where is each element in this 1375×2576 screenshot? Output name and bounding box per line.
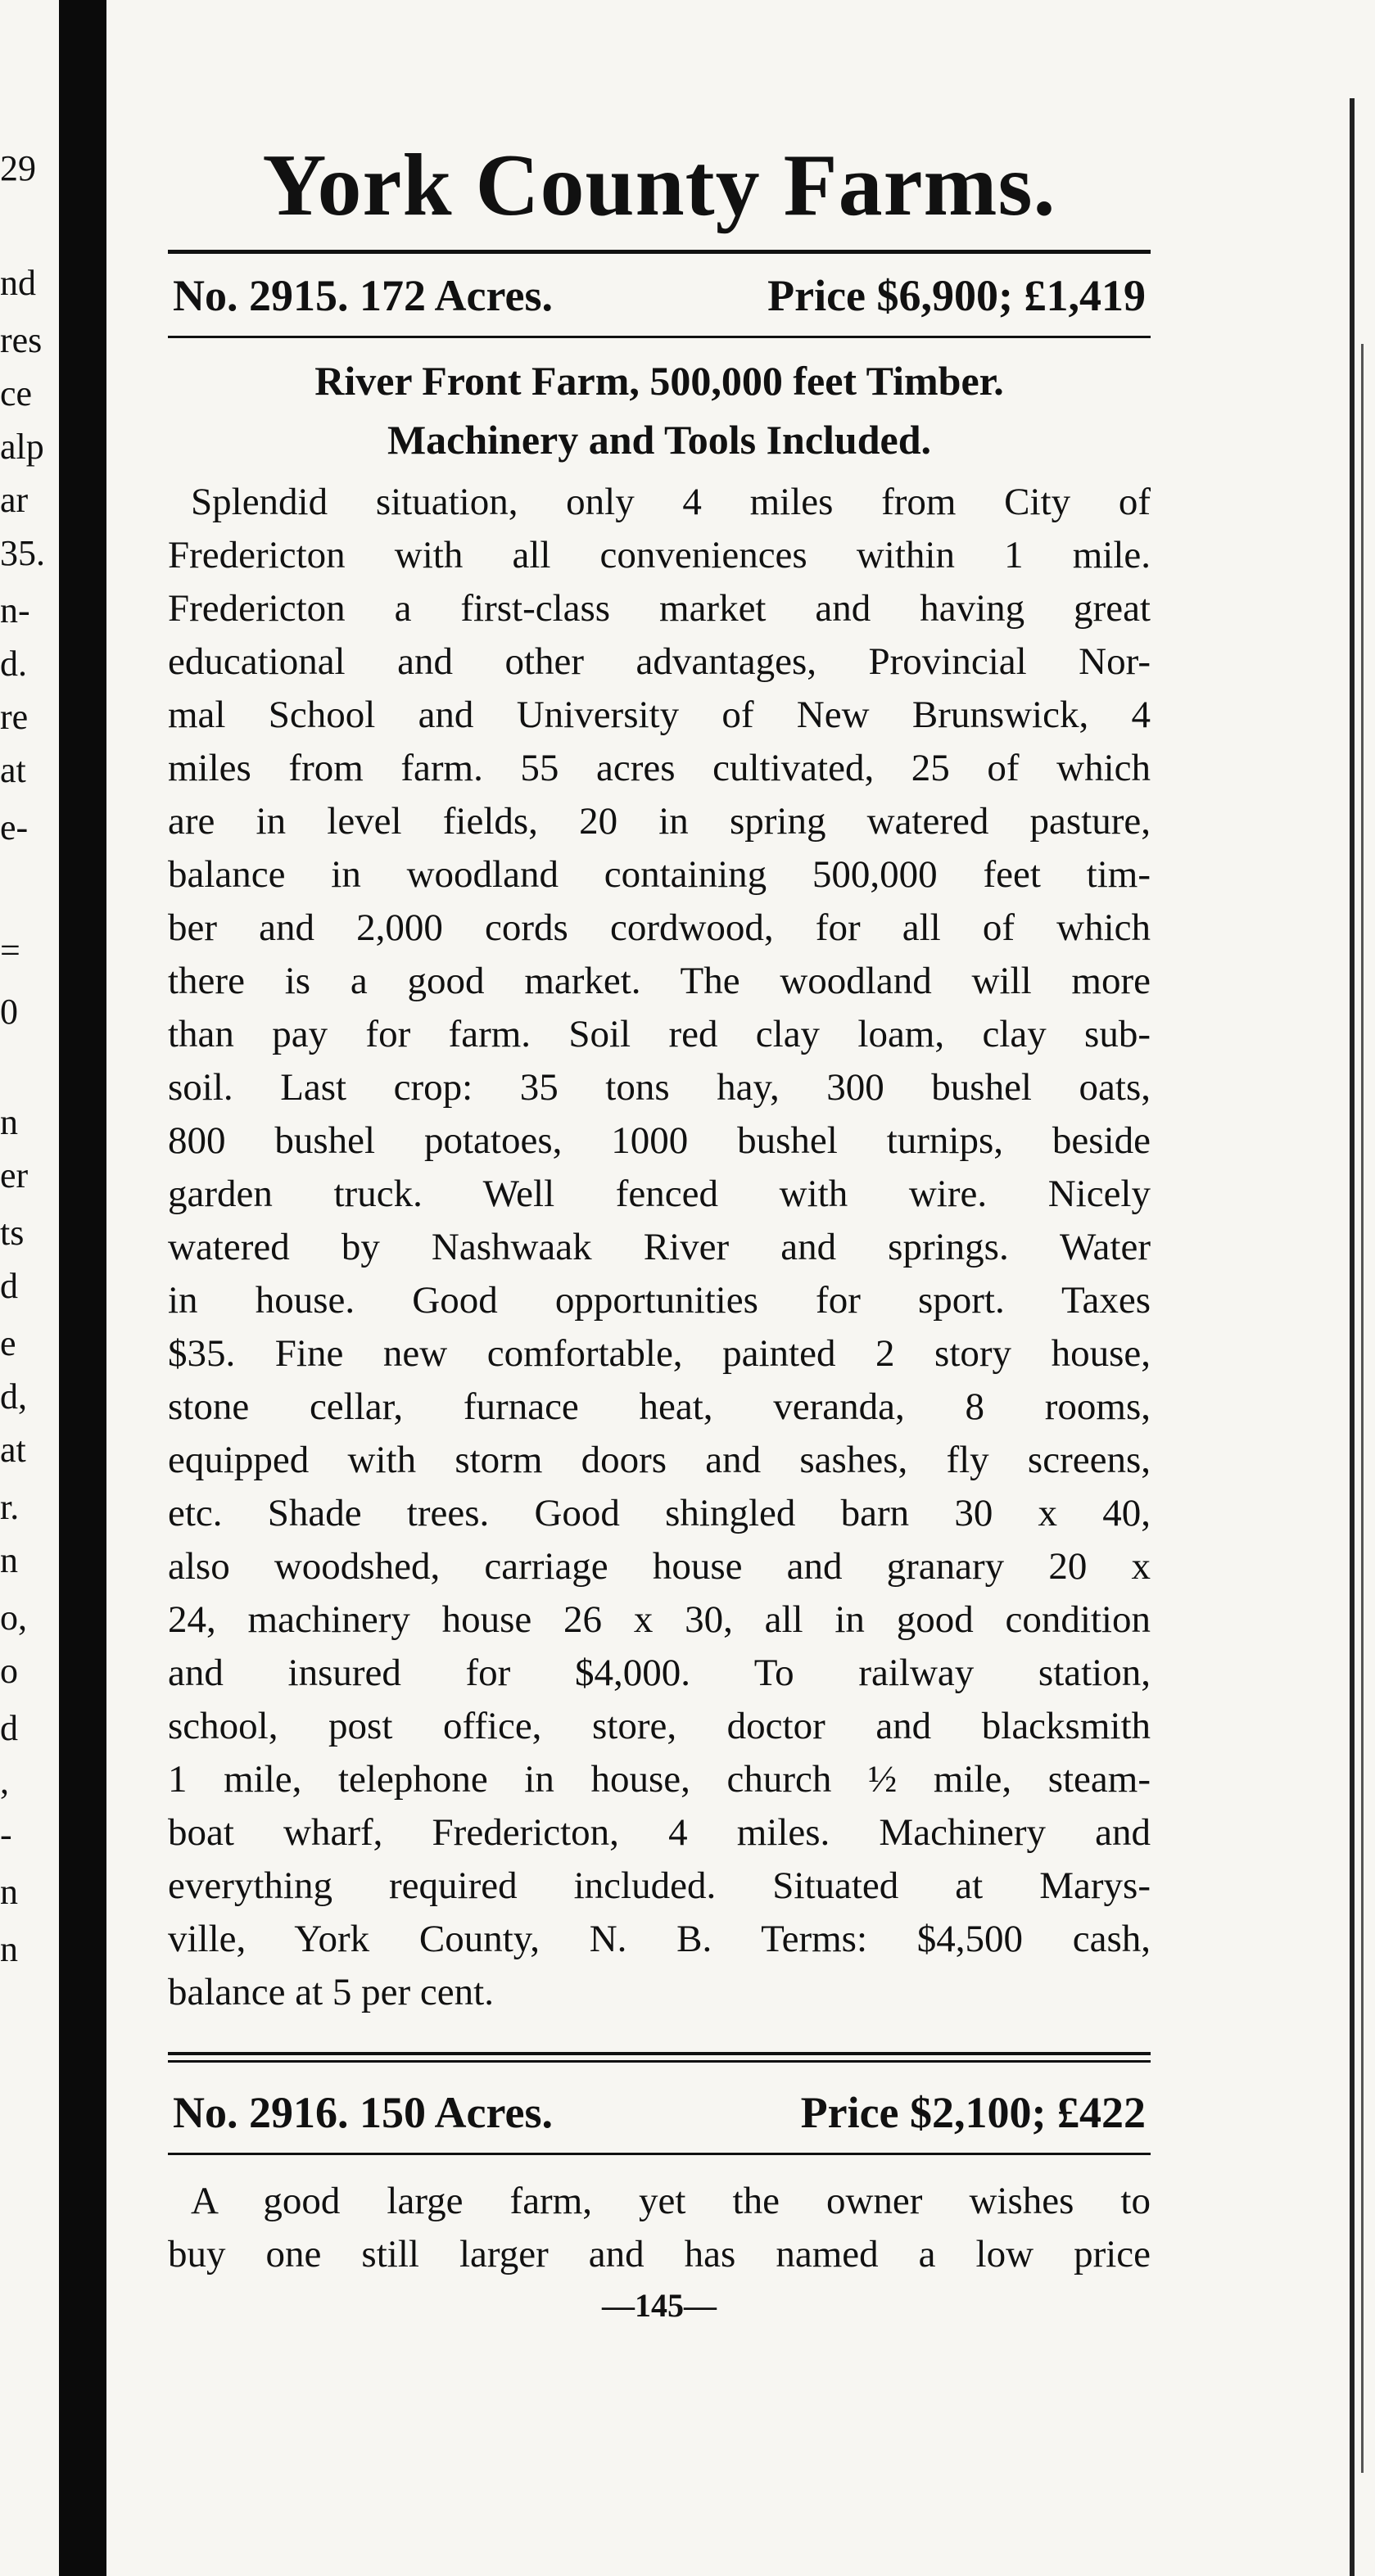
text-line: soil. Last crop: 35 tons hay, 300 bushel oats,: [168, 1066, 1151, 1109]
adjacent-column-fragment: o: [0, 1651, 18, 1691]
text-line: A good large farm, yet the owner wishes to: [191, 2180, 1151, 2223]
adjacent-column-fragment: 29: [0, 148, 36, 188]
adjacent-column-fragment: n: [0, 1540, 18, 1580]
edge-rule: [1350, 98, 1355, 2576]
text-line: mal School and University of New Brunswick, 4: [168, 694, 1151, 737]
main-column: [168, 123, 1151, 2325]
adjacent-column-fragment: ar: [0, 480, 29, 520]
text-line: boat wharf, Fredericton, 4 miles. Machinery and: [168, 1811, 1151, 1855]
binding-gutter: [59, 0, 106, 2576]
page-number: —145—: [602, 2287, 717, 2325]
text-line: balance at 5 per cent.: [168, 1971, 494, 2014]
text-line: Fredericton with all conveniences within 1 mile.: [168, 534, 1151, 577]
listing-price: Price $6,900; £1,419: [767, 271, 1146, 321]
adjacent-column-fragment: at: [0, 1430, 26, 1470]
listing-number-acres: No. 2916. 150 Acres.: [173, 2088, 553, 2138]
text-line: 1 mile, telephone in house, church ½ mile, steam-: [168, 1758, 1151, 1801]
adjacent-column-fragment: ts: [0, 1213, 25, 1253]
adjacent-column-fragment: r.: [0, 1487, 20, 1527]
section-double-rule: [168, 2052, 1151, 2055]
text-line: school, post office, store, doctor and blacksmith: [168, 1705, 1151, 1748]
adjacent-column-fragment: d: [0, 1708, 18, 1748]
text-line: stone cellar, furnace heat, veranda, 8 rooms,: [168, 1385, 1151, 1429]
adjacent-column-fragment: ,: [0, 1761, 9, 1801]
right-page-edge: [1310, 98, 1375, 2576]
adjacent-column-fragment: d,: [0, 1376, 27, 1417]
text-line: 24, machinery house 26 x 30, all in good condition: [168, 1598, 1151, 1642]
adjacent-column-fragment: n: [0, 1872, 18, 1912]
adjacent-column-fragment: =: [0, 930, 20, 970]
listing-rule: [168, 336, 1151, 338]
text-line: Fredericton a first-class market and having great: [168, 587, 1151, 630]
text-line: equipped with storm doors and sashes, fly screens,: [168, 1439, 1151, 1482]
listing-number-acres: No. 2915. 172 Acres.: [173, 271, 553, 321]
text-line: balance in woodland containing 500,000 feet tim-: [168, 853, 1151, 897]
text-line: ber and 2,000 cords cordwood, for all of which: [168, 906, 1151, 950]
adjacent-column-fragment: e-: [0, 807, 29, 847]
adjacent-column-fragment: d: [0, 1266, 18, 1306]
text-line: ville, York County, N. B. Terms: $4,500 cash,: [168, 1918, 1151, 1961]
listing-body: [168, 476, 1151, 2019]
edge-rule-secondary: [1361, 344, 1364, 2473]
text-line: etc. Shade trees. Good shingled barn 30 x 40,: [168, 1492, 1151, 1535]
subhead-line: River Front Farm, 500,000 feet Timber.: [314, 358, 1004, 404]
text-line: also woodshed, carriage house and granary 20 x: [168, 1545, 1151, 1589]
adjacent-column-fragment: n: [0, 1102, 18, 1142]
adjacent-column-fragment: d.: [0, 644, 27, 684]
text-line: there is a good market. The woodland will more: [168, 960, 1151, 1003]
listing-price: Price $2,100; £422: [800, 2088, 1146, 2138]
text-line: are in level fields, 20 in spring watered pasture,: [168, 800, 1151, 843]
listing-rule: [168, 2153, 1151, 2155]
text-line: educational and other advantages, Provincial Nor-: [168, 640, 1151, 684]
adjacent-column-fragments: [0, 0, 57, 2576]
listing-subheads: [168, 351, 1151, 469]
listing-body-2916: [168, 2175, 1151, 2281]
adjacent-column-fragment: er: [0, 1155, 29, 1195]
text-line: 800 bushel potatoes, 1000 bushel turnips, beside: [168, 1119, 1151, 1163]
text-line: garden truck. Well fenced with wire. Nicely: [168, 1173, 1151, 1216]
listing-header-2916: [168, 2063, 1151, 2153]
adjacent-column-fragment: 0: [0, 992, 18, 1032]
adjacent-column-fragment: res: [0, 320, 43, 360]
text-line: Splendid situation, only 4 miles from City of: [191, 481, 1151, 524]
adjacent-column-fragment: 35.: [0, 533, 45, 573]
adjacent-column-fragment: nd: [0, 263, 36, 303]
text-line: miles from farm. 55 acres cultivated, 25 of which: [168, 747, 1151, 790]
adjacent-column-fragment: o,: [0, 1598, 27, 1638]
text-line: than pay for farm. Soil red clay loam, clay sub-: [168, 1013, 1151, 1056]
adjacent-column-fragment: at: [0, 750, 26, 790]
adjacent-column-fragment: n-: [0, 590, 30, 630]
text-line: buy one still larger and has named a low price: [168, 2233, 1151, 2276]
text-line: $35. Fine new comfortable, painted 2 story house,: [168, 1332, 1151, 1376]
adjacent-column-fragment: alp: [0, 427, 44, 467]
adjacent-column-fragment: re: [0, 697, 29, 737]
text-line: everything required included. Situated at Marys-: [168, 1864, 1151, 1908]
text-line: in house. Good opportunities for sport. Taxes: [168, 1279, 1151, 1322]
page-title: York County Farms.: [262, 137, 1056, 234]
adjacent-column-fragment: n: [0, 1929, 18, 1969]
adjacent-column-fragment: ce: [0, 373, 33, 414]
adjacent-column-fragment: -: [0, 1814, 12, 1855]
adjacent-column-fragment: e: [0, 1323, 16, 1363]
subhead-line: Machinery and Tools Included.: [387, 417, 932, 463]
listing-header-2915: [168, 254, 1151, 336]
text-line: and insured for $4,000. To railway station,: [168, 1652, 1151, 1695]
text-line: watered by Nashwaak River and springs. Water: [168, 1226, 1151, 1269]
